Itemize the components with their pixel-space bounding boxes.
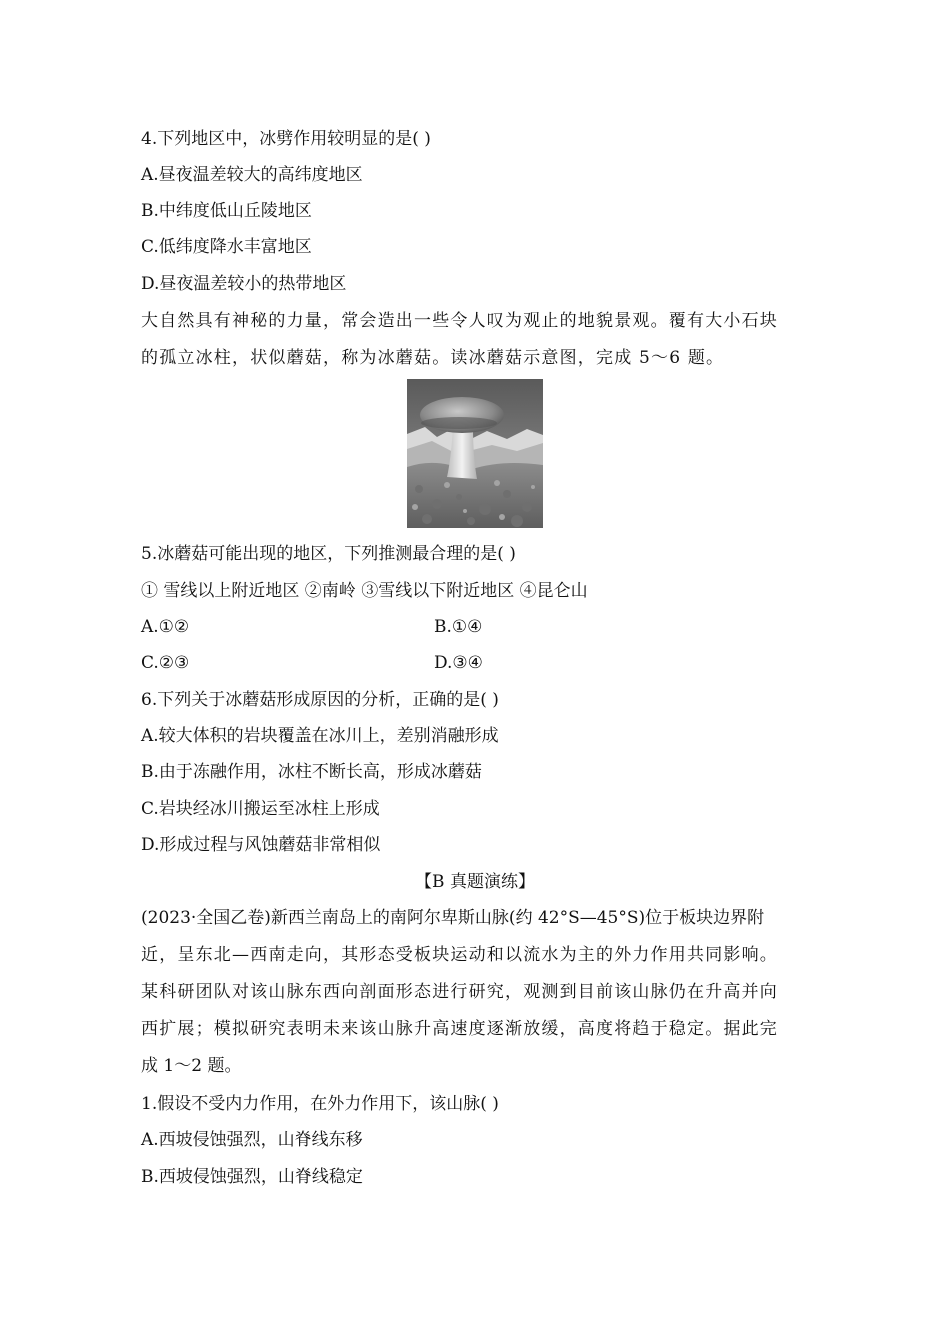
question-6-option-d: D.形成过程与风蚀蘑菇非常相似	[141, 835, 381, 855]
question-4-option-b: B.中纬度低山丘陵地区	[141, 201, 312, 221]
material-2-line-3: 某科研团队对该山脉东西向剖面形态进行研究，观测到目前该山脉仍在升高并向	[141, 982, 778, 1002]
question-5-option-d: D.③④	[434, 653, 483, 673]
question-1-option-a: A.西坡侵蚀强烈，山脊线东移	[141, 1130, 363, 1150]
material-2-line-5: 成 1～2 题。	[141, 1056, 242, 1076]
question-4-option-a: A.昼夜温差较大的高纬度地区	[141, 165, 363, 185]
question-5-choices: ① 雪线以上附近地区 ②南岭 ③雪线以下附近地区 ④昆仑山	[141, 581, 588, 601]
question-6-option-c: C.岩块经冰川搬运至冰柱上形成	[141, 799, 380, 819]
material-1-line-1: 大自然具有神秘的力量，常会造出一些令人叹为观止的地貌景观。覆有大小石块	[141, 311, 778, 331]
question-4-stem: 4.下列地区中，冰劈作用较明显的是( )	[141, 129, 431, 149]
material-1-line-2: 的孤立冰柱，状似蘑菇，称为冰蘑菇。读冰蘑菇示意图，完成 5～6 题。	[141, 348, 725, 368]
question-5-option-c: C.②③	[141, 653, 190, 673]
question-1-option-b: B.西坡侵蚀强烈，山脊线稳定	[141, 1167, 363, 1187]
question-6-option-b: B.由于冻融作用，冰柱不断长高，形成冰蘑菇	[141, 762, 482, 782]
question-4-option-d: D.昼夜温差较小的热带地区	[141, 274, 347, 294]
material-2-line-1: (2023·全国乙卷)新西兰南岛上的南阿尔卑斯山脉(约 42°S—45°S)位于板块边界附	[141, 908, 765, 928]
section-b-heading: 【B 真题演练】	[415, 872, 535, 892]
material-2-line-4: 西扩展；模拟研究表明未来该山脉升高速度逐渐放缓，高度将趋于稳定。据此完	[141, 1019, 778, 1039]
question-5-option-b: B.①④	[434, 617, 483, 637]
question-6-option-a: A.较大体积的岩块覆盖在冰川上，差别消融形成	[141, 726, 499, 746]
question-5-option-a: A.①②	[141, 617, 190, 637]
ice-mushroom-photo	[407, 379, 543, 528]
question-4-option-c: C.低纬度降水丰富地区	[141, 237, 312, 257]
question-6-stem: 6.下列关于冰蘑菇形成原因的分析，正确的是( )	[141, 690, 499, 710]
question-5-stem: 5.冰蘑菇可能出现的地区，下列推测最合理的是( )	[141, 544, 516, 564]
material-2-line-2: 近，呈东北—西南走向，其形态受板块运动和以流水为主的外力作用共同影响。	[141, 945, 778, 965]
question-1-stem: 1.假设不受内力作用，在外力作用下，该山脉( )	[141, 1094, 499, 1114]
